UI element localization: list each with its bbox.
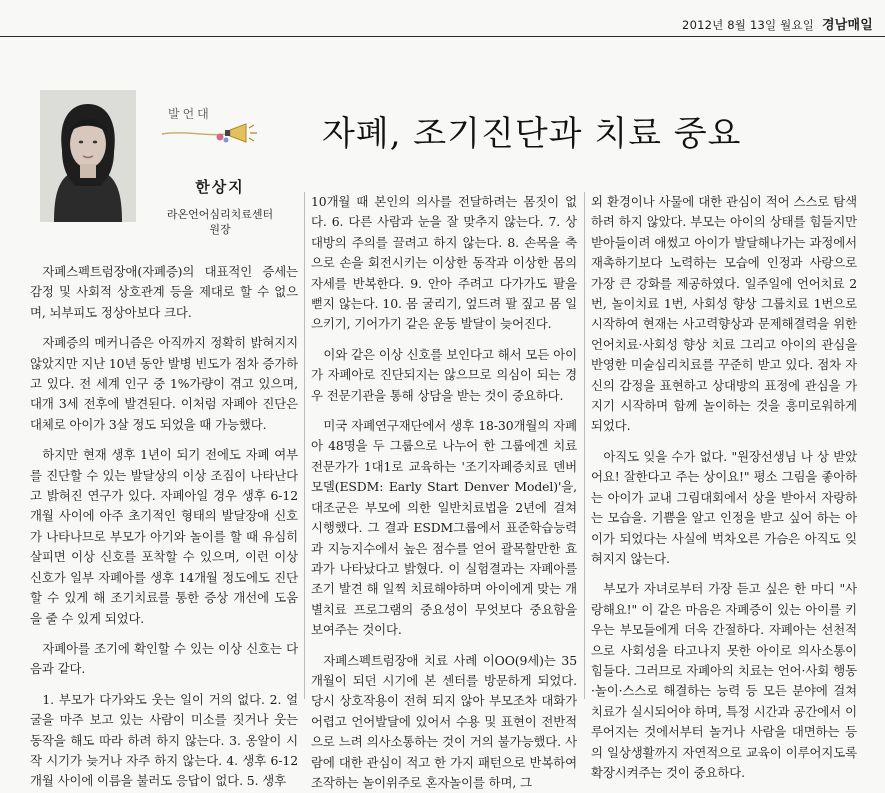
paragraph: 외 환경이나 사물에 대한 관심이 적어 스스로 탐색하려 하지 않았다. 부모는 아이의 상태를 힘들지만 받아들이려 애썼고 아이가 발달해나가는 과정에서 재촉하기보다 노력하는 모습에 인정과 사랑으로 가장 큰 강화를 제공하였다. 일주일에 언어치료 2번, 놀이치료 1번, 사회성 향상 그룹치료 1번으로 시작하여 현재는 사고력향상과 문제해결력을 위한 언어치료·사회성 향상 치료 그리고 아이의 관심을 반영한 미술심리치료를 꾸준히 받고 있다. 점차 자신의 감정을 표현하고 상대방의 표정에 관심을 가지기 시작하며 함께 놀이하는 것을 흥미로워하게 되었다. <box>591 194 857 434</box>
author-photo <box>40 90 136 222</box>
paragraph: 자폐증의 메커니즘은 아직까지 정확히 밝혀지지 않았지만 지난 10년 동안 발병 빈도가 점차 증가하고 있다. 전 세계 인구 중 1%가량이 겪고 있으며, 대개 3세 전후에 발견된다. 이처럼 자폐아 진단은 대체로 아이가 3살 정도 되었을 때 가능했다. <box>30 335 298 432</box>
article-column-3 <box>591 192 857 783</box>
header-meta <box>682 14 873 33</box>
paragraph: 하지만 현재 생후 1년이 되기 전에도 자폐 여부를 진단할 수 있는 발달상의 이상 조짐이 나타난다고 밝혀진 연구가 있다. 자폐아일 경우 생후 6-12개월 사이에 아주 초기적인 형태의 발달장애 신호가 나타나므로 부모가 아기와 놀이를 할 때 유심히 살피면 이상 신호를 포착할 수 있으며, 이런 이상 신호가 일부 자폐아를 생후 14개월 정도에도 진단할 수 있게 해 조기치료를 통한 증상 개선에 도움을 줄 수 있게 되었다. <box>30 447 298 626</box>
paragraph: 아직도 잊을 수가 없다. "원장선생님 나 상 받았어요! 잘한다고 주는 상이요!" 평소 그림을 좋아하는 아이가 교내 그림대회에서 상을 받아서 자랑하는 모습을. 기쁨을 알고 인정을 받고 싶어 하는 아이가 되었다는 사실에 벅차오른 가슴은 아직도 잊혀지지 않는다. <box>591 448 857 566</box>
page-header <box>0 0 885 40</box>
column-label-text: 발언대 <box>168 107 212 121</box>
paragraph: 미국 자폐연구재단에서 생후 18-30개월의 자폐아 48명을 두 그룹으로 나누어 한 그룹에겐 치료 전문가가 1대1로 교육하는 '조기자폐증치료 덴버 모델(ESDM: Early Start Denver Model)'을, 대조군은 부모에 의한 일반치료법을 2년에 걸쳐 시행했다. 그 결과 ESDM그룹에서 표준학습능력과 지능지수에서 높은 점수를 얻어 괄목할만한 효과가 나타났다고 밝혔다. 이 실험결과는 자폐아를 조기 발견 해 일찍 치료해야하며 아이에게 맞는 개별치료 프로그램의 중요성이 무엇보다 중요함을 보여주는 것이다. <box>311 418 577 638</box>
newspaper-name: 경남매일 <box>821 18 873 33</box>
paragraph: 1. 부모가 다가와도 웃는 일이 거의 없다. 2. 얼굴을 마주 보고 있는 사람이 미소를 짓거나 웃는 동작을 해도 따라 하려 하지 않는다. 3. 옹알이 시작 시기가 늦거나 자주 하지 않는다. 4. 생후 6-12개월 사이에 이름을 불러도 응답이 없다. 5. 생후 <box>30 691 298 789</box>
author-affiliation <box>150 207 290 237</box>
paragraph: 자폐스펙트럼장애(자폐증)의 대표적인 증세는 감정 및 사회적 상호관계 등을 제대로 할 수 없으며, 뇌부피도 정상아보다 크다. <box>30 264 298 320</box>
article-column-1 <box>30 262 298 792</box>
author-block <box>150 176 290 237</box>
header-rule <box>0 36 885 37</box>
author-name: 한상지 <box>195 178 245 196</box>
column-divider <box>584 192 585 699</box>
article-column-2 <box>311 192 577 793</box>
issue-date: 2012년 8월 13일 월요일 <box>682 18 815 32</box>
paragraph: 10개월 때 본인의 의사를 전달하려는 몸짓이 없다. 6. 다른 사람과 눈을 잘 맞추지 않는다. 7. 상대방의 주의를 끌려고 하지 않는다. 8. 손목을 축으로 손을 회전시키는 이상한 동작과 이상한 몸의 자세를 반복한다. 9. 안아 주려고 다가가도 팔을 뻗지 않는다. 10. 몸 굴리기, 엎드려 팔 짚고 몸 일으키기, 기어가기 같은 운동 발달이 늦어진다. <box>311 194 577 332</box>
megaphone-icon <box>158 119 270 145</box>
paragraph: 이와 같은 이상 신호를 보인다고 해서 모든 아이가 자폐아로 진단되지는 않으므로 의심이 되는 경우 전문기관을 통해 상담을 받는 것이 중요하다. <box>311 346 577 403</box>
paragraph: 부모가 자녀로부터 가장 듣고 싶은 한 마디 "사랑해요!" 이 같은 마음은 자폐증이 있는 아이를 키우는 부모들에게 더욱 간절하다. 자폐아는 선천적으로 사회성을 타고나지 못한 아이로 의사소통이 힘들다. 그러므로 자폐아의 치료는 언어·사회 행동·놀이·스스로 해결하는 능력 등 모든 분야에 걸쳐 치료가 실시되어야 하며, 특정 시간과 공간에서 이루어지는 것에서부터 놀거나 사람을 대면하는 등의 일상생활까지 자연적으로 교육이 이루어지도록 확장시켜주는 것이 중요하다. <box>591 581 857 780</box>
paragraph: 자폐아를 조기에 확인할 수 있는 이상 신호는 다음과 같다. <box>30 640 298 677</box>
headline-box <box>300 84 860 180</box>
column-divider <box>304 192 305 699</box>
author-title: 원장 <box>209 223 231 236</box>
column-label <box>158 105 270 145</box>
headline: 자폐, 조기진단과 치료 중요 <box>322 114 742 154</box>
author-organization: 라온언어심리치료센터 <box>166 208 274 221</box>
paragraph: 자폐스펙트럼장애 치료 사례 이OO(9세)는 35개월이 되던 시기에 본 센터를 방문하게 되었다. 당시 상호작용이 전혀 되지 않아 부모조차 대화가 어렵고 언어발달에 있어서 수용 및 표현이 전반적으로 느려 의사소통하는 것이 거의 불가능했다. 사람에 대한 관심이 적고 한 가지 패턴으로 반복하여 조작하는 놀이위주로 혼자놀이를 하며, 그 <box>311 652 577 790</box>
